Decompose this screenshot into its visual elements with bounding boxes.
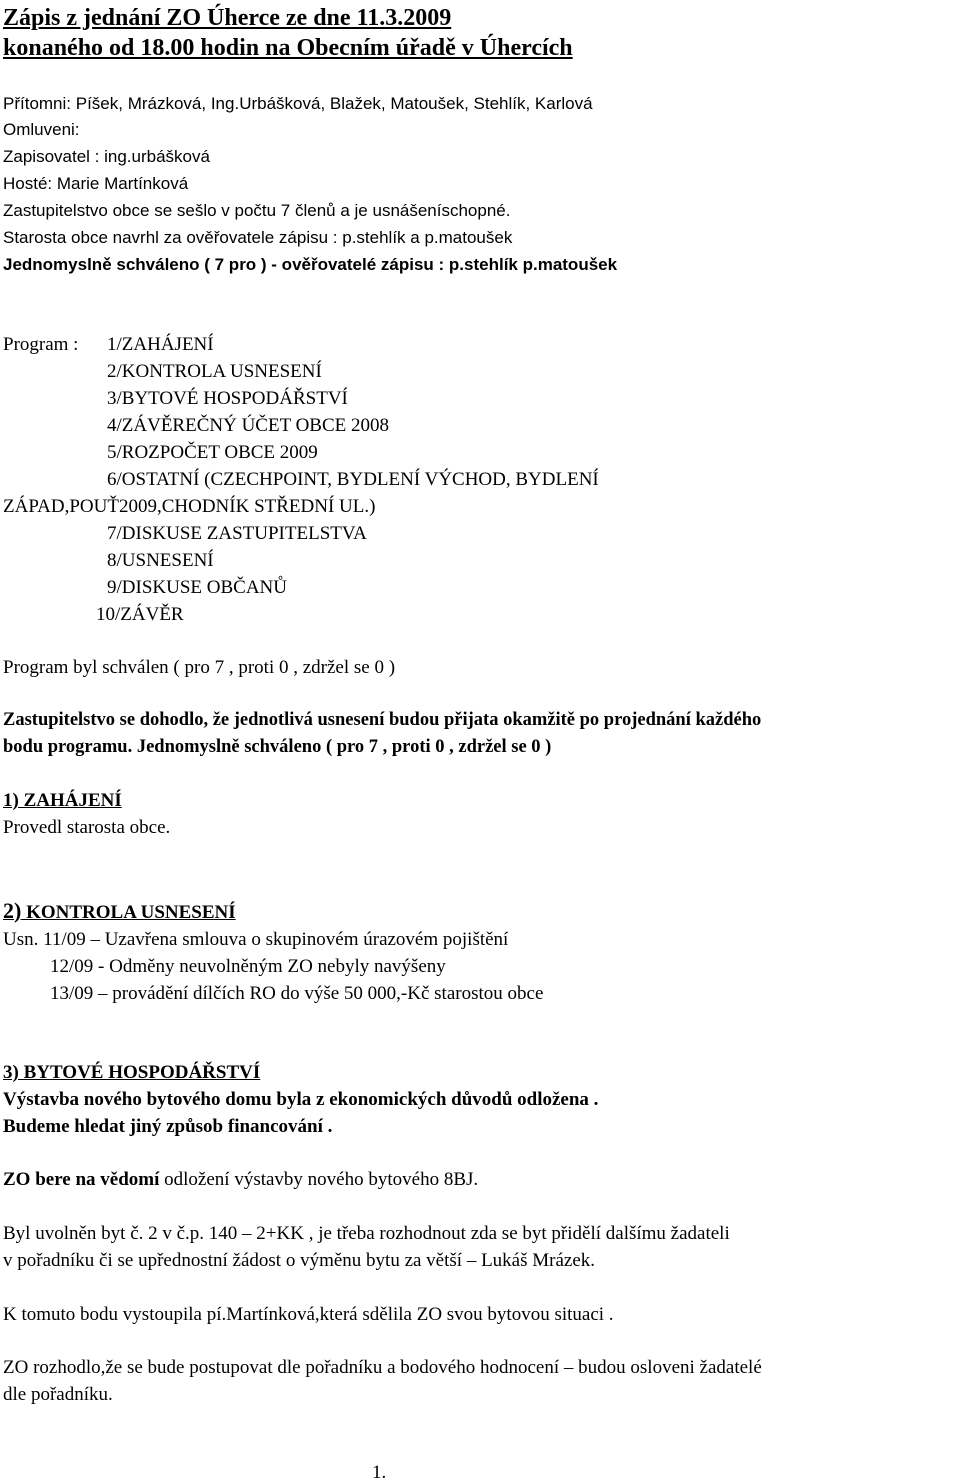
section-3-heading: 3) BYTOVÉ HOSPODÁŘSTVÍ [3,1062,261,1083]
agreement-line-2: bodu programu. Jednomyslně schváleno ( pro 7 , proti 0 , zdržel se 0 ) [3,737,552,757]
agreement-line-1: Zastupitelstvo se dohodlo, že jednotlivá usnesení budou přijata okamžitě po projednání každého [3,710,762,730]
verifiers-approval: Jednomyslně schváleno ( 7 pro ) - ověřovatelé zápisu : p.stehlík p.matoušek [3,255,618,274]
section-3-note [3,1167,478,1193]
program-item: 7/DISKUSE ZASTUPITELSTVA [107,523,367,544]
program-item: 5/ROZPOČET OBCE 2009 [107,442,318,463]
title-line-2: konaného od 18.00 hodin na Obecním úřadě v Úhercích [3,35,573,61]
guests: Hosté: Marie Martínková [3,174,189,193]
note-bold: ZO bere na vědomí [3,1169,160,1190]
page-number: 1. [372,1462,387,1483]
verifiers-proposal: Starosta obce navrhl za ověřovatele zápisu : p.stehlík a p.matoušek [3,228,513,247]
note-text: odložení výstavby nového bytového 8BJ. [159,1169,479,1190]
decision-line-1: ZO rozhodlo,že se bude postupovat dle pořadníku a bodového hodnocení – budou osloveni žadatelé [3,1357,762,1378]
program-item: 3/BYTOVÉ HOSPODÁŘSTVÍ [107,388,348,409]
section-3-postponement: Výstavba nového bytového domu byla z ekonomických důvodů odložena . [3,1089,599,1110]
martinkova-statement: K tomuto bodu vystoupila pí.Martínková,která sdělila ZO svou bytovou situaci . [3,1304,614,1325]
program-item: 9/DISKUSE OBČANŮ [107,577,287,598]
flat-vacancy-line-1: Byl uvolněn byt č. 2 v č.p. 140 – 2+KK , je třeba rozhodnout zda se byt přidělí dalšímu žadateli [3,1223,730,1244]
recorder: Zapisovatel : ing.urbášková [3,147,210,166]
program-item: 1/ZAHÁJENÍ [107,334,214,355]
section-2-number: 2) [3,898,22,923]
quorum-statement: Zastupitelstvo obce se sešlo v počtu 7 členů a je usnášeníschopné. [3,201,511,220]
section-1-text: Provedl starosta obce. [3,817,171,838]
program-item: 4/ZÁVĚREČNÝ ÚČET OBCE 2008 [107,415,390,436]
resolution-item: 13/09 – provádění dílčích RO do výše 50 000,-Kč starostou obce [50,983,544,1004]
section-1-heading: 1) ZAHÁJENÍ [3,790,122,811]
flat-vacancy-line-2: v pořadníku či se upřednostní žádost o výměnu bytu za větší – Lukáš Mrázek. [3,1250,596,1271]
program-approval: Program byl schválen ( pro 7 , proti 0 , zdržel se 0 ) [3,657,396,678]
section-3-financing: Budeme hledat jiný způsob financování . [3,1116,333,1137]
present-members: Přítomni: Píšek, Mrázková, Ing.Urbášková, Blažek, Matoušek, Stehlík, Karlová [3,94,593,113]
program-item: 2/KONTROLA USNESENÍ [107,361,322,382]
section-2-title: KONTROLA USNESENÍ [21,902,236,923]
program-label: Program : [3,334,79,355]
title-line-1: Zápis z jednání ZO Úherce ze dne 11.3.2009 [3,5,452,31]
program-item: 8/USNESENÍ [107,550,214,571]
section-2-heading [3,898,236,926]
excused-members: Omluveni: [3,120,80,139]
resolution-item: 12/09 - Odměny neuvolněným ZO nebyly navýšeny [50,956,446,977]
decision-line-2: dle pořadníku. [3,1384,113,1405]
program-item: 6/OSTATNÍ (CZECHPOINT, BYDLENÍ VÝCHOD, BYDLENÍ [107,469,599,490]
resolution-item: Usn. 11/09 – Uzavřena smlouva o skupinovém úrazovém pojištění [3,929,509,950]
program-item: 10/ZÁVĚR [96,604,184,625]
program-item-continued: ZÁPAD,POUŤ2009,CHODNÍK STŘEDNÍ UL.) [3,496,376,517]
